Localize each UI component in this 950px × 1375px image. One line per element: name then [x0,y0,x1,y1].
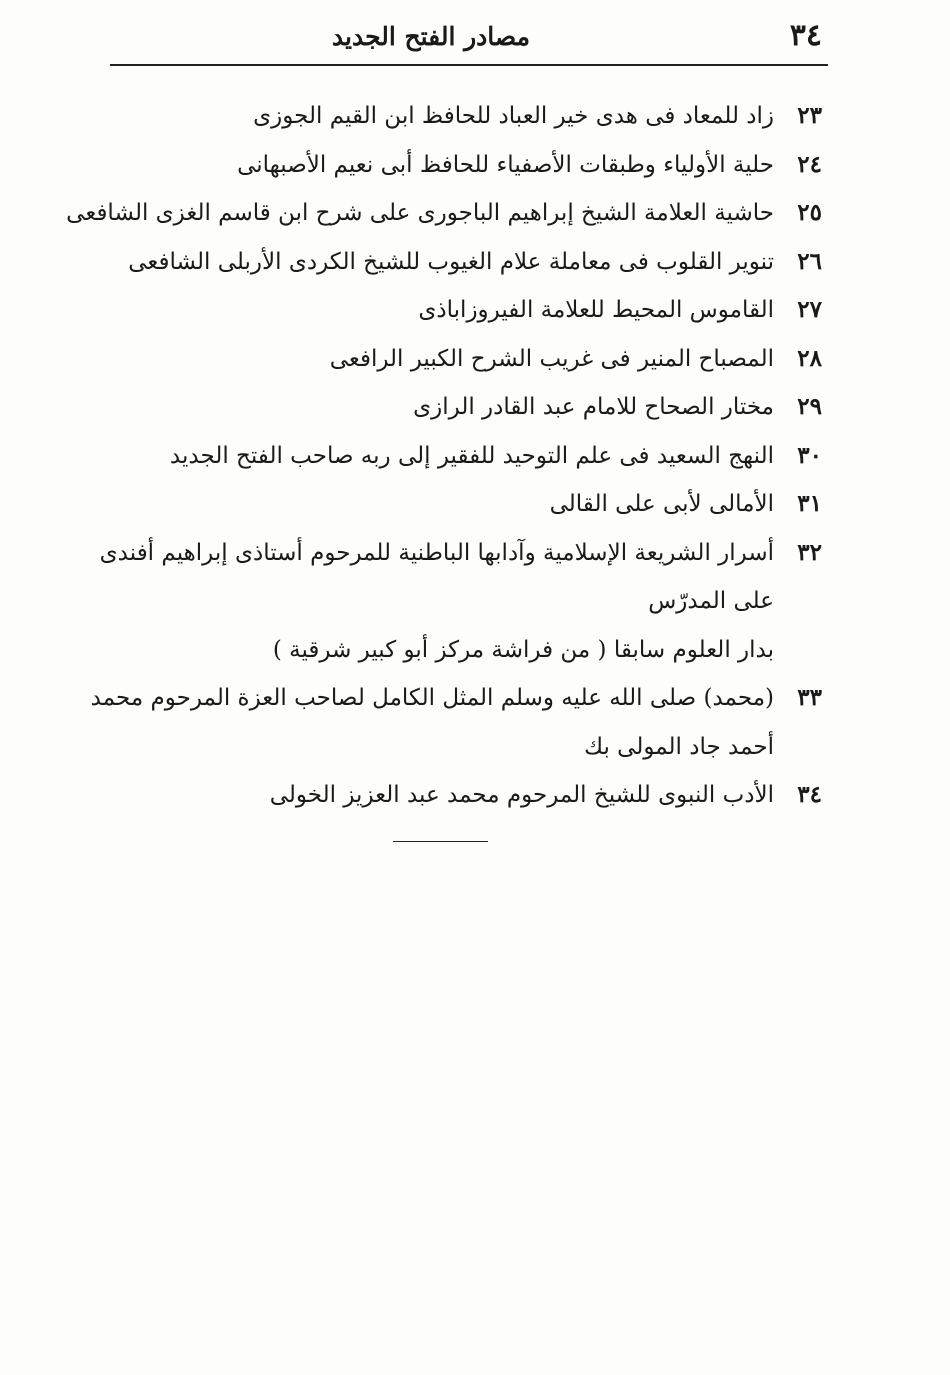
entry-number: ٣٣ [797,684,822,711]
entry-number: ٣٢ [797,538,822,566]
entry-continuation: بدار العلوم سابقا ( من فراشة مركز أبو كبير شرقية ) [272,636,774,663]
entry-text: (محمد) صلى الله عليه وسلم المثل الكامل لصاحب العزة المرحوم محمد أحمد جاد المولى بك [90,685,774,760]
entry-number: ٢٩ [797,393,822,420]
entry-number: ٢٦ [797,247,822,275]
entry-text: أسرار الشريعة الإسلامية وآدابها الباطنية للمرحوم أستاذى إبراهيم أفندى على المدرّس [99,539,774,614]
header-rule [110,64,828,66]
entry-number: ٢٨ [797,344,822,372]
list-item [62,529,822,675]
closing-rule [393,841,488,842]
entry-text: تنوير القلوب فى معاملة علام الغيوب للشيخ الكردى الأربلى الشافعى [128,248,774,275]
entry-text: الأدب النبوى للشيخ المرحوم محمد عبد العزيز الخولى [269,782,774,808]
list-item [62,286,822,335]
entry-number: ٣٠ [797,441,822,469]
list-item [62,92,822,141]
entry-text: الأمالى لأبى على القالى [549,491,774,517]
entry-text: مختار الصحاح للامام عبد القادر الرازى [413,394,774,420]
list-item [62,141,822,190]
entry-text: حاشية العلامة الشيخ إبراهيم الباجورى على شرح ابن قاسم الغزى الشافعى [66,200,774,226]
entry-text-multiline [62,529,774,675]
entry-text: النهج السعيد فى علم التوحيد للفقير إلى ربه صاحب الفتح الجديد [169,442,774,469]
entry-number: ٣٤ [797,781,822,808]
list-item [62,238,822,287]
page-header [110,12,830,62]
entry-number: ٣١ [797,490,822,517]
entry-text: القاموس المحيط للعلامة الفيروزاباذى [418,297,774,323]
running-title: مصادر الفتح الجديد [331,22,530,51]
list-item [62,432,822,481]
entry-number: ٢٤ [797,150,822,178]
list-item [62,383,822,432]
entry-text: زاد للمعاد فى هدى خير العباد للحافظ ابن القيم الجوزى [253,103,774,129]
list-item [62,335,822,384]
page-number: ٣٤ [789,18,822,53]
entry-number: ٢٥ [797,199,822,226]
list-item [62,674,822,771]
entry-number: ٢٧ [797,296,822,323]
entry-text: حلية الأولياء وطبقات الأصفياء للحافظ أبى نعيم الأصبهانى [237,151,774,178]
entry-text: المصباح المنير فى غريب الشرح الكبير الرافعى [329,345,774,372]
list-item [62,480,822,529]
list-item [62,189,822,238]
reference-list [62,92,822,820]
entry-number: ٢٣ [797,102,822,129]
list-item [62,771,822,820]
